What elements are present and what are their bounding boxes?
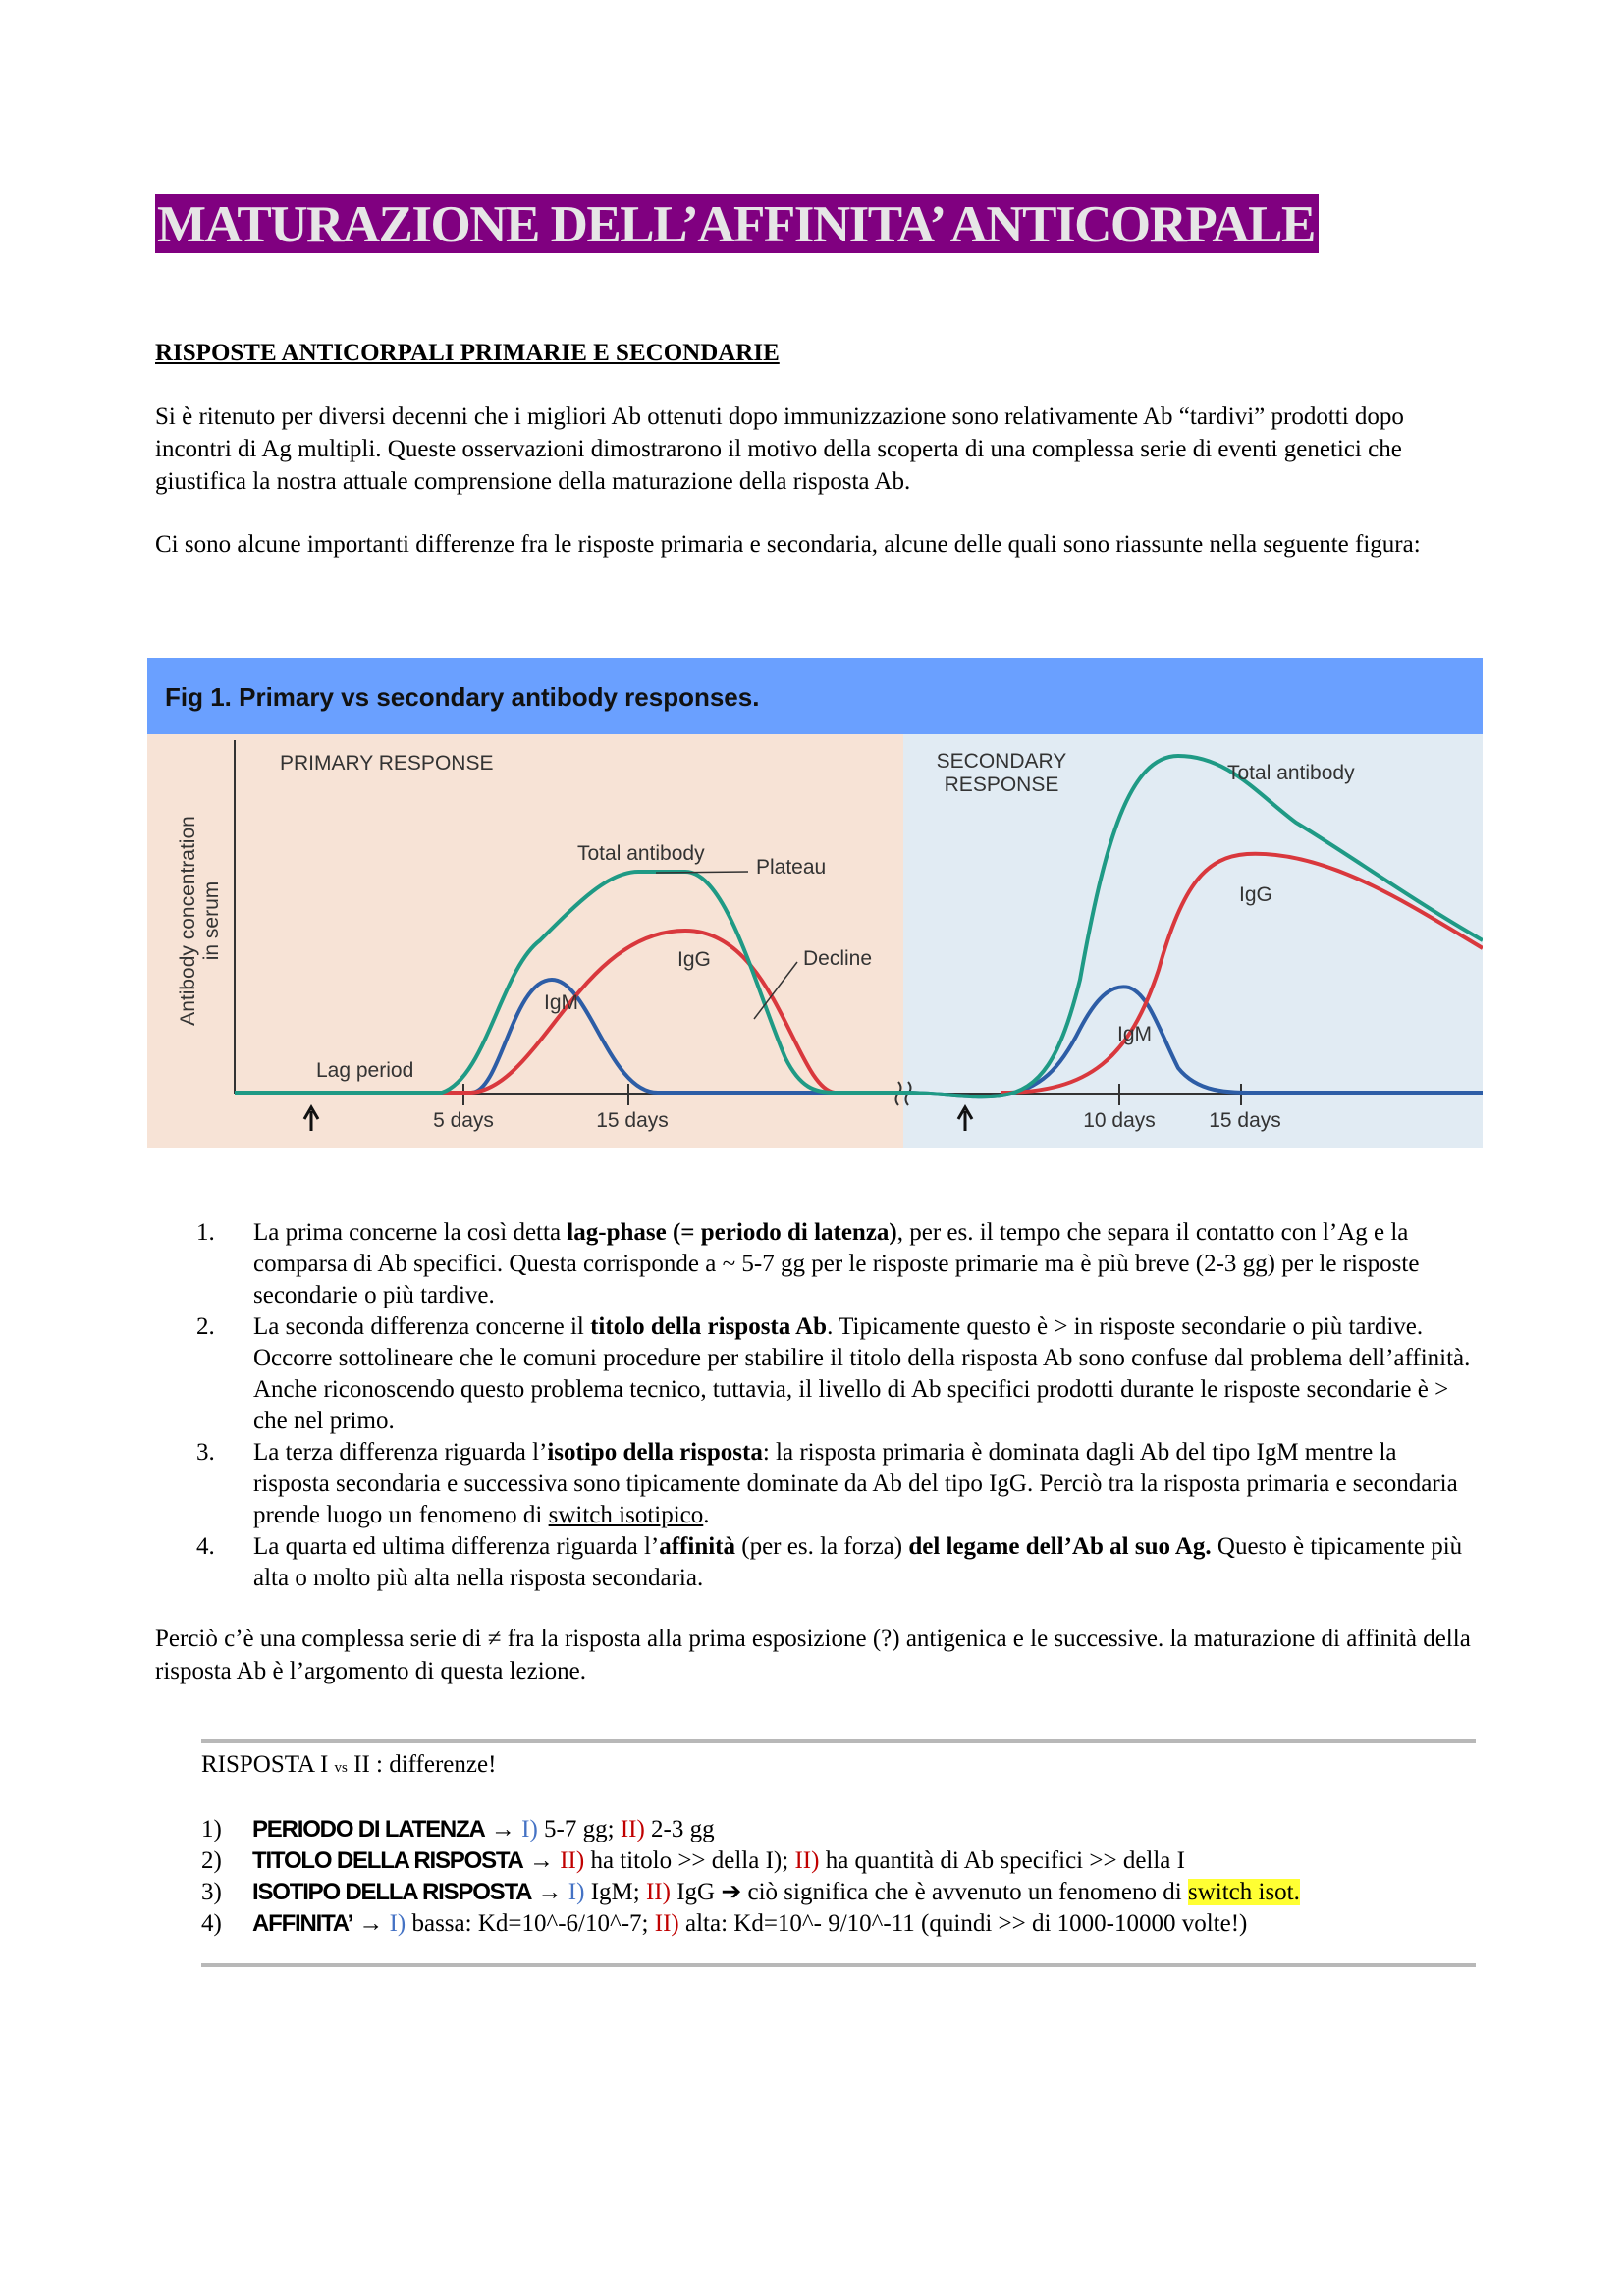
list-item-text: . bbox=[703, 1502, 710, 1528]
igg-primary-label: IgG bbox=[677, 948, 711, 971]
secondary-marker: II) bbox=[560, 1847, 585, 1874]
secondary-marker: II) bbox=[620, 1816, 645, 1842]
secondary-marker: II) bbox=[645, 1879, 671, 1905]
figure-caption: Fig 1. Primary vs secondary antibody responses. bbox=[165, 682, 760, 712]
summary-text: bassa: Kd=10^-6/10^-7; bbox=[406, 1910, 655, 1937]
list-item-text: La prima concerne la così detta bbox=[253, 1219, 568, 1246]
figure-caption-bar bbox=[147, 658, 1483, 734]
igm-primary-label: IgM bbox=[544, 991, 579, 1014]
list-item-bold: titolo della risposta Ab bbox=[590, 1313, 828, 1340]
differences-list bbox=[196, 1217, 1478, 1594]
summary-text: alta: Kd=10^- 9/10^-11 (quindi >> di 1000-10000 volte!) bbox=[678, 1910, 1248, 1937]
secondary-marker: II) bbox=[654, 1910, 679, 1937]
section-heading: RISPOSTE ANTICORPALI PRIMARIE E SECONDARIE bbox=[155, 340, 780, 366]
secondary-response-label-line2: RESPONSE bbox=[944, 774, 1059, 796]
divider-top bbox=[201, 1739, 1476, 1743]
secondary-panel-bg bbox=[903, 734, 1483, 1148]
summary-keyword: TITOLO DELLA RISPOSTA bbox=[252, 1847, 523, 1874]
plateau-leader bbox=[656, 872, 748, 873]
total-antibody-primary-label: Total antibody bbox=[577, 842, 705, 865]
igm-secondary-label: IgM bbox=[1117, 1023, 1153, 1045]
page-title: MATURAZIONE DELL’AFFINITA’ ANTICORPALE bbox=[155, 194, 1319, 253]
figure-primary-secondary bbox=[147, 658, 1483, 1156]
list-item-text: : la risposta primaria è dominata dagli Ab del tipo IgM mentre la risposta secondaria e successiva sono tipicamente dominate da Ab del tipo IgG. Perciò tra la risposta primaria e secondaria prende luogo un fenomeno di bbox=[253, 1439, 1458, 1528]
list-item-text: La quarta ed ultima differenza riguarda l’ bbox=[253, 1533, 660, 1560]
divider-bottom bbox=[201, 1963, 1476, 1967]
summary-list bbox=[201, 1814, 1507, 1940]
decline-label: Decline bbox=[803, 947, 873, 970]
summary-keyword: AFFINITA’ bbox=[252, 1910, 353, 1937]
tick-label-10-days: 10 days bbox=[1083, 1109, 1156, 1132]
list-item-number: 2. bbox=[196, 1313, 215, 1340]
list-item-text: . Tipicamente questo è > in risposte secondarie o più tardive. Occorre sottolineare che le comuni procedure per stabilire il titolo della risposta Ab sono confuse dal problema dell’affinità. Anche riconoscendo questo problema tecnico, tuttavia, il livello di Ab specifici prodotti durante le risposte secondarie è > che nel primo. bbox=[253, 1313, 1471, 1434]
list-item-text: , per es. il tempo che separa il contatto con l’Ag e la comparsa di Ab specifici. Questa corrisponde a ~ 5-7 gg per le risposte primarie ma è più breve (2-3 gg) per le risposte secondarie o più tardive. bbox=[253, 1219, 1420, 1308]
summary-title-text: II : differenze! bbox=[347, 1751, 497, 1778]
y-axis-label-line2: in serum bbox=[200, 881, 223, 961]
list-item bbox=[196, 1311, 1478, 1437]
list-item-text: La seconda differenza concerne il bbox=[253, 1313, 591, 1340]
list-item-bold: lag-phase (= periodo di latenza) bbox=[567, 1219, 897, 1246]
list-item-number: 3. bbox=[196, 1439, 215, 1466]
list-item bbox=[196, 1217, 1478, 1311]
summary-row bbox=[201, 1908, 1507, 1940]
list-item-bold: affinità bbox=[659, 1533, 736, 1560]
list-item-number: 4. bbox=[196, 1533, 215, 1560]
summary-title bbox=[201, 1751, 496, 1779]
summary-title-text: RISPOSTA I bbox=[201, 1751, 335, 1778]
list-item-number: 1. bbox=[196, 1219, 215, 1246]
arrow-icon: → bbox=[352, 1910, 390, 1937]
y-axis-label-line1: Antibody concentration bbox=[177, 816, 199, 1026]
list-item-text: (per es. la forza) bbox=[735, 1533, 909, 1560]
antibody-response-chart bbox=[147, 734, 1483, 1156]
primary-response-label: PRIMARY RESPONSE bbox=[280, 752, 494, 774]
primary-marker: I) bbox=[389, 1910, 406, 1937]
tick-label-15-days-secondary: 15 days bbox=[1209, 1109, 1281, 1132]
summary-row bbox=[201, 1814, 1507, 1845]
secondary-marker: II) bbox=[794, 1847, 820, 1874]
summary-text: ha titolo >> della I); bbox=[584, 1847, 795, 1874]
paragraph-conclusion: Perciò c’è una complessa serie di ≠ fra la risposta alla prima esposizione (?) antigenica e le successive. la maturazione di affinità della risposta Ab è l’argomento di questa lezione. bbox=[155, 1626, 1471, 1684]
summary-row-number: 3) bbox=[201, 1879, 222, 1905]
primary-panel-bg bbox=[147, 734, 903, 1148]
summary-title-vs: vs bbox=[334, 1760, 348, 1776]
summary-text: 5-7 gg; bbox=[537, 1816, 621, 1842]
list-item-text: Questo è tipicamente più alta o molto più alta nella risposta secondaria. bbox=[253, 1533, 1463, 1591]
summary-row-number: 2) bbox=[201, 1847, 222, 1874]
summary-row bbox=[201, 1845, 1507, 1877]
list-item bbox=[196, 1437, 1478, 1531]
list-item-text: La terza differenza riguarda l’ bbox=[253, 1439, 548, 1466]
summary-text: IgG ➔ ciò significa che è avvenuto un fenomeno di bbox=[670, 1879, 1188, 1905]
arrow-icon: → bbox=[522, 1847, 561, 1874]
list-item-bold: del legame dell’Ab al suo Ag. bbox=[908, 1533, 1212, 1560]
igg-secondary-label: IgG bbox=[1239, 883, 1272, 906]
plateau-label: Plateau bbox=[756, 856, 827, 879]
summary-text: ha quantità di Ab specifici >> della I bbox=[819, 1847, 1185, 1874]
secondary-response-label-line1: SECONDARY bbox=[936, 750, 1067, 773]
arrow-icon: → bbox=[484, 1816, 522, 1842]
primary-marker: I) bbox=[568, 1879, 585, 1905]
summary-row-number: 4) bbox=[201, 1910, 222, 1937]
total-antibody-secondary-label: Total antibody bbox=[1227, 762, 1355, 784]
summary-row bbox=[201, 1877, 1507, 1908]
paragraph-intro: Si è ritenuto per diversi decenni che i migliori Ab ottenuti dopo immunizzazione sono relativamente Ab “tardivi” prodotti dopo incontri di Ag multipli. Queste osservazioni dimostrarono il motivo della scoperta di una complessa serie di eventi genetici che giustifica la nostra attuale comprensione della maturazione della risposta Ab. bbox=[155, 403, 1404, 495]
summary-text: 2-3 gg bbox=[644, 1816, 715, 1842]
tick-label-5-days: 5 days bbox=[433, 1109, 494, 1132]
paragraph-differences: Ci sono alcune importanti differenze fra le risposte primaria e secondaria, alcune delle quali sono riassunte nella seguente figura: bbox=[155, 531, 1421, 558]
list-item-underlined: switch isotipico bbox=[548, 1502, 704, 1528]
tick-label-15-days-primary: 15 days bbox=[596, 1109, 669, 1132]
summary-keyword: ISOTIPO DELLA RISPOSTA bbox=[252, 1879, 532, 1905]
arrow-icon: → bbox=[531, 1879, 568, 1905]
summary-keyword: PERIODO DI LATENZA bbox=[252, 1816, 485, 1842]
list-item-bold: isotipo della risposta bbox=[547, 1439, 763, 1466]
summary-text: IgM; bbox=[584, 1879, 646, 1905]
primary-marker: I) bbox=[521, 1816, 538, 1842]
highlighted-text: switch isot. bbox=[1187, 1879, 1300, 1905]
list-item bbox=[196, 1531, 1478, 1594]
summary-row-number: 1) bbox=[201, 1816, 222, 1842]
lag-period-label: Lag period bbox=[316, 1059, 414, 1082]
